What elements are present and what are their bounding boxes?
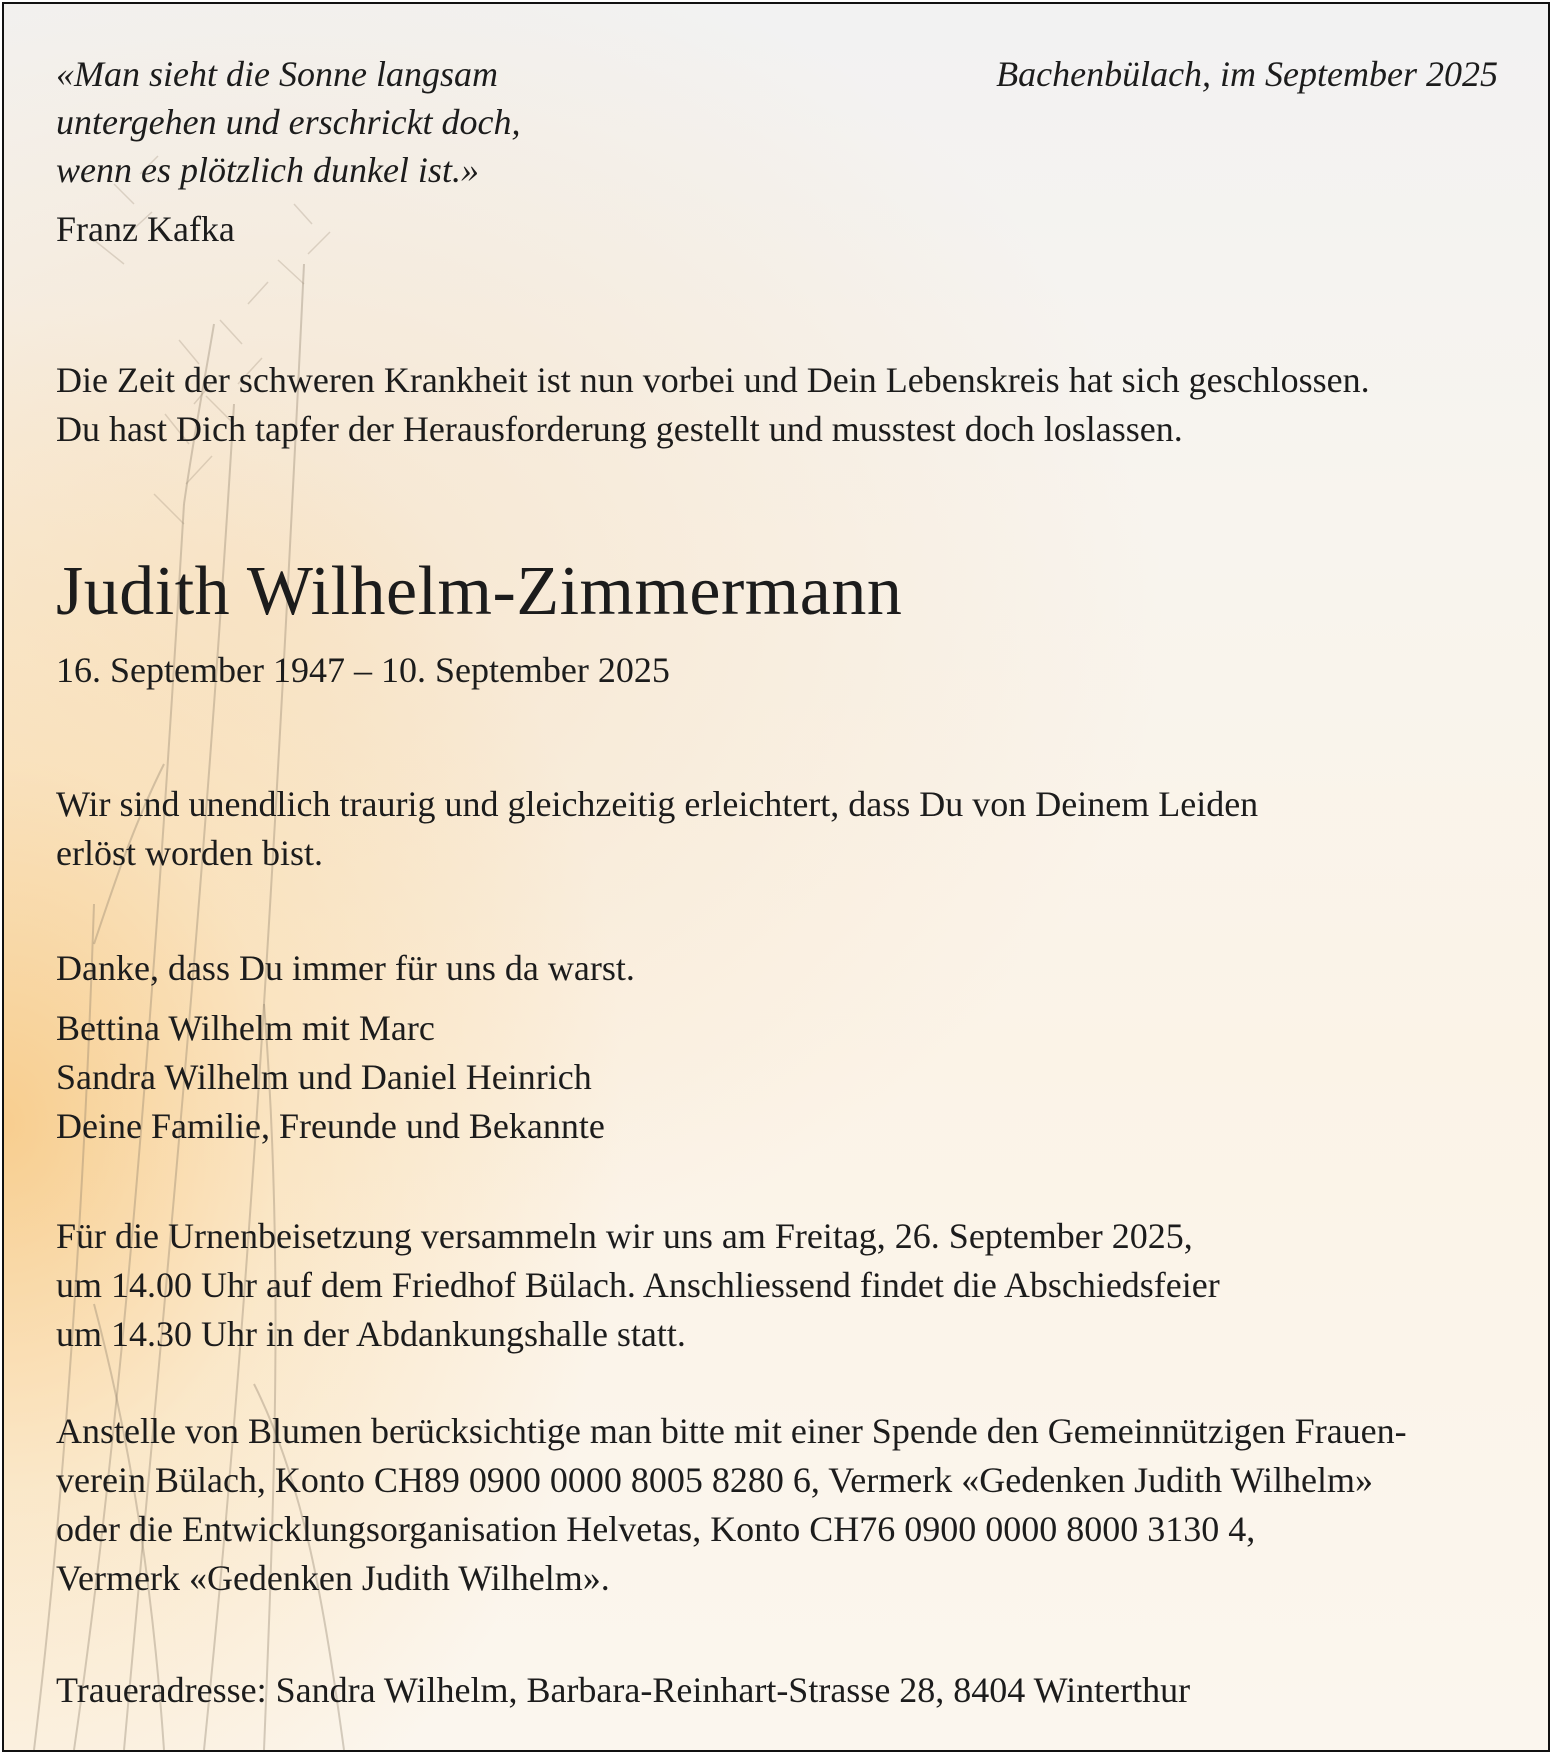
quote-line: «Man sieht die Sonne langsam	[56, 54, 498, 94]
intro-line: Du hast Dich tapfer der Herausforderung gestellt und musstest doch loslassen.	[56, 409, 1183, 449]
donation-line: oder die Entwicklungsorganisation Helvetas, Konto CH76 0900 0000 8000 3130 4,	[56, 1509, 1256, 1549]
thanks-text: Danke, dass Du immer für uns da warst.	[56, 948, 635, 988]
quote-line: wenn es plötzlich dunkel ist.»	[56, 150, 479, 190]
deceased-name: Judith Wilhelm-Zimmermann	[56, 553, 903, 630]
mourning-address: Traueradresse: Sandra Wilhelm, Barbara-Reinhart-Strasse 28, 8404 Winterthur	[56, 1670, 1191, 1710]
message-line: erlöst worden bist.	[56, 833, 323, 873]
message-line: Wir sind unendlich traurig und gleichzeitig erleichtert, dass Du von Deinem Leiden	[56, 784, 1259, 824]
donation-line: verein Bülach, Konto CH89 0900 0000 8005 8280 6, Vermerk «Gedenken Judith Wilhelm»	[56, 1460, 1374, 1500]
ceremony-line: um 14.00 Uhr auf dem Friedhof Bülach. Anschliessend findet die Abschiedsfeier	[56, 1265, 1220, 1305]
donation-line: Vermerk «Gedenken Judith Wilhelm».	[56, 1558, 610, 1598]
intro-line: Die Zeit der schweren Krankheit ist nun vorbei und Dein Lebenskreis hat sich geschlossen.	[56, 360, 1370, 400]
mourner-name: Sandra Wilhelm und Daniel Heinrich	[56, 1057, 592, 1097]
mourner-name: Deine Familie, Freunde und Bekannte	[56, 1106, 605, 1146]
life-dates: 16. September 1947 – 10. September 2025	[56, 650, 670, 690]
ceremony-text	[56, 1212, 1220, 1359]
message-text	[56, 780, 1258, 878]
ceremony-line: Für die Urnenbeisetzung versammeln wir uns am Freitag, 26. September 2025,	[56, 1216, 1193, 1256]
mourner-name: Bettina Wilhelm mit Marc	[56, 1008, 435, 1048]
obituary-card	[2, 2, 1550, 1752]
donation-line: Anstelle von Blumen berücksichtige man bitte mit einer Spende den Gemeinnützigen Frauen-	[56, 1411, 1407, 1451]
mourners-list	[56, 1004, 605, 1151]
quote-author: Franz Kafka	[56, 209, 235, 249]
place-date: Bachenbülach, im September 2025	[996, 54, 1498, 94]
donation-text	[56, 1407, 1407, 1603]
intro-text	[56, 356, 1370, 454]
ceremony-line: um 14.30 Uhr in der Abdankungshalle statt.	[56, 1314, 686, 1354]
quote	[56, 50, 521, 194]
quote-line: untergehen und erschrickt doch,	[56, 102, 521, 142]
